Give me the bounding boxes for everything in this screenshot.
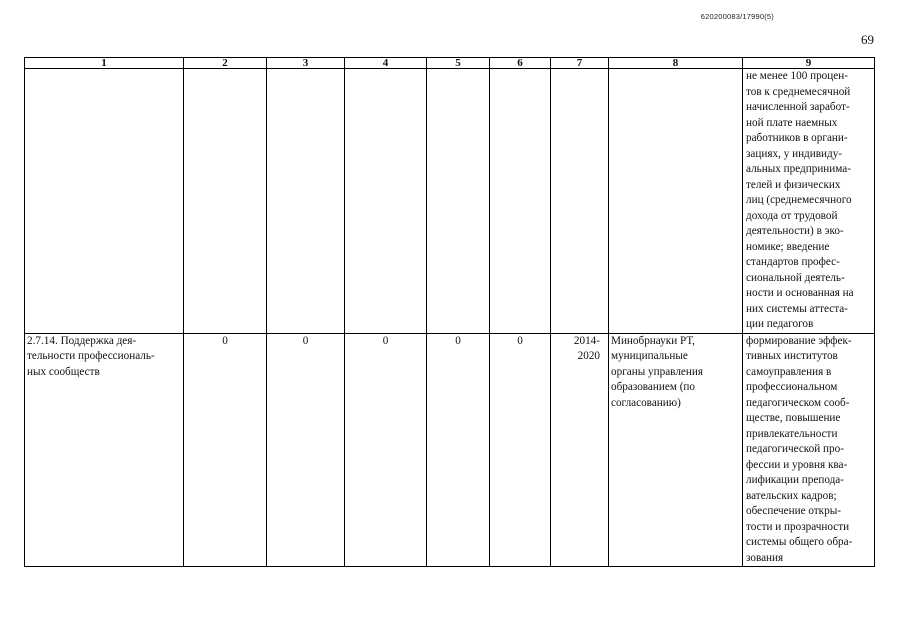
row1-col6: [490, 69, 551, 334]
row2-col6-value: 0: [490, 333, 551, 567]
text-line: привлекательности: [746, 427, 838, 440]
text-line: 2014-: [573, 334, 600, 347]
column-header-5: 5: [427, 58, 490, 69]
text-line: самоуправления в: [746, 365, 832, 378]
text-line: обеспечение откры-: [746, 505, 841, 517]
column-header-7: 7: [551, 58, 609, 69]
table-header-row: [25, 58, 875, 69]
text-line: педагогическом сооб-: [746, 396, 850, 409]
row2-executors: [609, 333, 743, 567]
text-line: зациях, у индивиду-: [746, 147, 843, 160]
row2-col5-value: 0: [427, 333, 490, 567]
text-line: тивных институтов: [746, 350, 838, 362]
column-header-1: 1: [25, 58, 184, 69]
text-line: ции педагогов: [746, 318, 814, 330]
text-line: ности и основанная на: [746, 287, 854, 299]
text-line: согласованию): [611, 396, 681, 409]
column-header-4: 4: [345, 58, 427, 69]
text-line: альных предпринима-: [746, 163, 851, 175]
column-header-6: 6: [490, 58, 551, 69]
text-line: профессиональном: [746, 381, 838, 393]
text-line: деятельности) в эко-: [746, 225, 844, 237]
text-line: сиональной деятель-: [746, 271, 845, 284]
text-line: начисленной заработ-: [746, 101, 850, 113]
text-line: тости и прозрачности: [746, 520, 850, 533]
column-header-2: 2: [184, 58, 267, 69]
text-line: не менее 100 процен-: [746, 70, 848, 82]
text-line: телей и физических: [746, 178, 841, 191]
row2-result-text: [743, 333, 875, 567]
document-code: 620200083/17990(5): [700, 12, 774, 21]
text-line: ных сообществ: [27, 365, 100, 378]
text-line: ной плате наемных: [746, 116, 838, 129]
text-line: номике; введение: [746, 240, 830, 253]
text-line: дохода от трудовой: [746, 209, 838, 222]
page-number: 69: [861, 32, 874, 47]
text-line: Минобрнауки РТ,: [611, 334, 695, 347]
table-row: [25, 333, 875, 567]
row1-result-text: [743, 69, 875, 334]
text-line: лиц (среднемесячного: [746, 194, 852, 206]
text-line: лификации препода-: [746, 474, 844, 486]
row1-col2: [184, 69, 267, 334]
text-line: педагогической про-: [746, 443, 844, 455]
text-line: вательских кадров;: [746, 489, 837, 502]
text-line: 2020: [577, 350, 600, 362]
row2-col4-value: 0: [345, 333, 427, 567]
text-line: образованием (по: [611, 381, 696, 393]
column-header-8: 8: [609, 58, 743, 69]
text-line: ществе, повышение: [746, 412, 841, 424]
row1-col8: [609, 69, 743, 334]
text-line: формирование эффек-: [746, 334, 852, 347]
row1-col4: [345, 69, 427, 334]
text-line: стандартов профес-: [746, 256, 840, 268]
text-line: фессии и уровня ква-: [746, 458, 848, 471]
column-header-3: 3: [267, 58, 345, 69]
row1-col7: [551, 69, 609, 334]
text-line: зования: [746, 551, 784, 564]
text-line: муниципальные: [611, 350, 688, 362]
program-table: [24, 57, 875, 567]
text-line: тов к среднемесячной: [746, 85, 851, 98]
row1-col5: [427, 69, 490, 334]
row1-col1: [25, 69, 184, 334]
text-line: системы общего обра-: [746, 536, 853, 548]
text-line: работников в органи-: [746, 132, 848, 144]
text-line: тельности профессиональ-: [27, 350, 155, 362]
text-line: них системы аттеста-: [746, 302, 848, 315]
row2-col2-value: 0: [184, 333, 267, 567]
text-line: органы управления: [611, 365, 703, 378]
text-line: 2.7.14. Поддержка дея-: [27, 334, 137, 347]
row2-col3-value: 0: [267, 333, 345, 567]
row2-activity-name: [25, 333, 184, 567]
row2-years: [551, 333, 609, 567]
table-row: [25, 69, 875, 334]
column-header-9: 9: [743, 58, 875, 69]
row1-col3: [267, 69, 345, 334]
